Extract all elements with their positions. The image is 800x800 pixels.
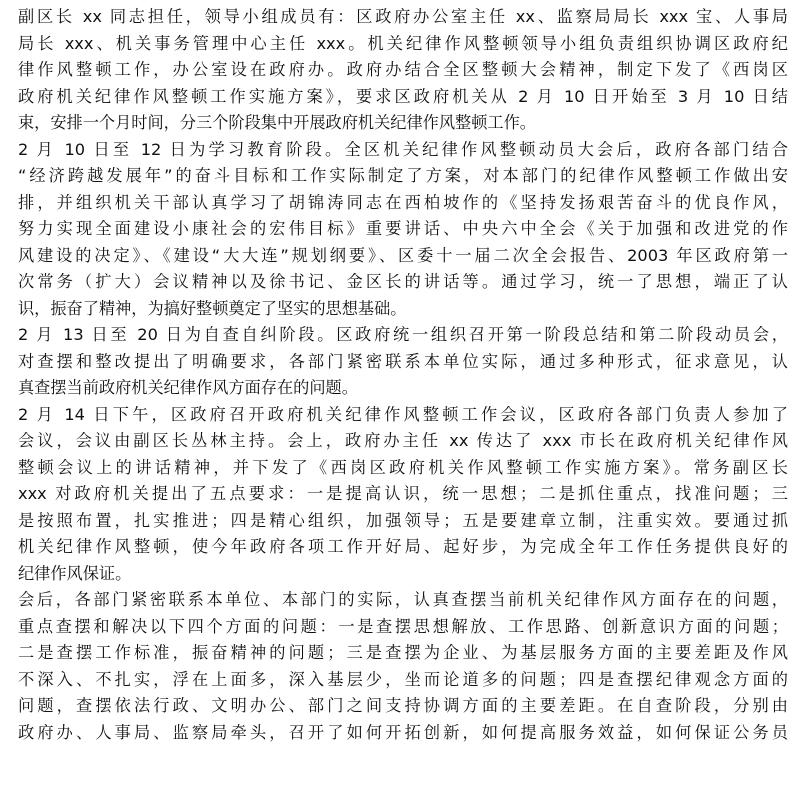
paragraph-study-phase: [18, 137, 788, 323]
text-line: 2 月 14 日下午，区政府召开政府机关纪律作风整顿工作会议，区政府各部门负责人参加了: [18, 404, 788, 424]
text-line: 识，振奋了精神，为搞好整顿奠定了坚实的思想基础。: [18, 298, 407, 318]
text-line: “经济跨越发展年”的奋斗目标和工作实际制定了方案，对本部门的纪律作风整顿工作做出安: [18, 166, 788, 185]
text-line: xxx 对政府机关提出了五点要求：一是提高认识，统一思想；二是抓住重点，找准问题；三: [18, 484, 788, 503]
text-line: 努力实现全面建设小康社会的宏伟目标》重要讲话、中央六中全会《关于加强和改进党的作: [18, 219, 788, 238]
text-line: 对查摆和整改提出了明确要求，各部门紧密联系本单位实际，通过多种形式，征求意见，认: [18, 351, 788, 371]
text-line: 政府办、人事局、监察局牵头，召开了如何开拓创新，如何提高服务效益，如何保证公务员: [18, 722, 788, 742]
text-line: 律作风整顿工作，办公室设在政府办。政府办结合全区整顿大会精神，制定下发了《西岗区: [18, 60, 788, 79]
text-line: 会议，会议由副区长丛林主持。会上，政府办主任 xx 传达了 xxx 市长在政府机关纪律作风: [18, 431, 788, 450]
text-line: 风建设的决定》、《建设“大大连”规划纲要》、区委十一届二次全会报告、2003 年区政府第一: [18, 245, 788, 265]
text-line: 二是查摆工作标准，振奋精神的问题；三是查摆为企业、为基层服务方面的主要差距及作风: [18, 643, 788, 662]
text-line: 重点查摆和解决以下四个方面的问题：一是查摆思想解放、工作思路、创新意识方面的问题；: [18, 616, 788, 636]
text-line: 整顿会议上的讲话精神，并下发了《西岗区政府机关作风整顿工作实施方案》。常务副区长: [18, 457, 788, 477]
text-line: 问题，查摆依法行政、文明办公、部门之间支持协调方面的主要差距。在自查阶段，分别由: [18, 696, 788, 715]
paragraph-leadership: [18, 4, 788, 137]
text-line: 副区长 xx 同志担任，领导小组成员有：区政府办公室主任 xx、监察局局长 xxx 宝、人事局: [18, 7, 788, 26]
text-line: 排，并组织机关干部认真学习了胡锦涛同志在西柏坡作的《坚持发扬艰苦奋斗的优良作风，: [18, 192, 788, 212]
text-line: 局长 xxx、机关事务管理中心主任 xxx。机关纪律作风整顿领导小组负责组织协调区政府纪: [18, 33, 788, 53]
text-line: 束，安排一个月时间，分三个阶段集中开展政府机关纪律作风整顿工作。: [18, 113, 536, 132]
text-line: 会后，各部门紧密联系本单位、本部门的实际，认真查摆当前机关纪律作风方面存在的问题，: [18, 590, 788, 609]
paragraph-meeting: [18, 402, 788, 588]
paragraph-after-meeting: [18, 587, 788, 746]
text-line: 机关纪律作风整顿，使今年政府各项工作开好局、起好步，为完成全年工作任务提供良好的: [18, 537, 788, 556]
text-line: 纪律作风保证。: [18, 563, 132, 583]
text-line: 政府机关纪律作风整顿工作实施方案》，要求区政府机关从 2 月 10 日开始至 3 月 10 日结: [18, 86, 788, 106]
text-line: 次常务（扩大）会议精神以及徐书记、金区长的讲话等。通过学习，统一了思想，端正了认: [18, 272, 788, 291]
paragraph-self-check-phase: [18, 322, 788, 402]
text-line: 真查摆当前政府机关纪律作风方面存在的问题。: [18, 378, 358, 397]
document-page: [18, 0, 788, 746]
text-line: 是按照布置，扎实推进；四是精心组织，加强领导；五是要建章立制，注重实效。要通过抓: [18, 510, 788, 530]
text-line: 2 月 10 日至 12 日为学习教育阶段。全区机关纪律作风整顿动员大会后，政府各部门结合: [18, 139, 788, 159]
text-line: 2 月 13 日至 20 日为自查自纠阶段。区政府统一组织召开第一阶段总结和第二阶段动员会，: [18, 325, 788, 344]
text-line: 不深入、不扎实，浮在上面多，深入基层少，坐而论道多的问题；四是查摆纪律观念方面的: [18, 669, 788, 689]
